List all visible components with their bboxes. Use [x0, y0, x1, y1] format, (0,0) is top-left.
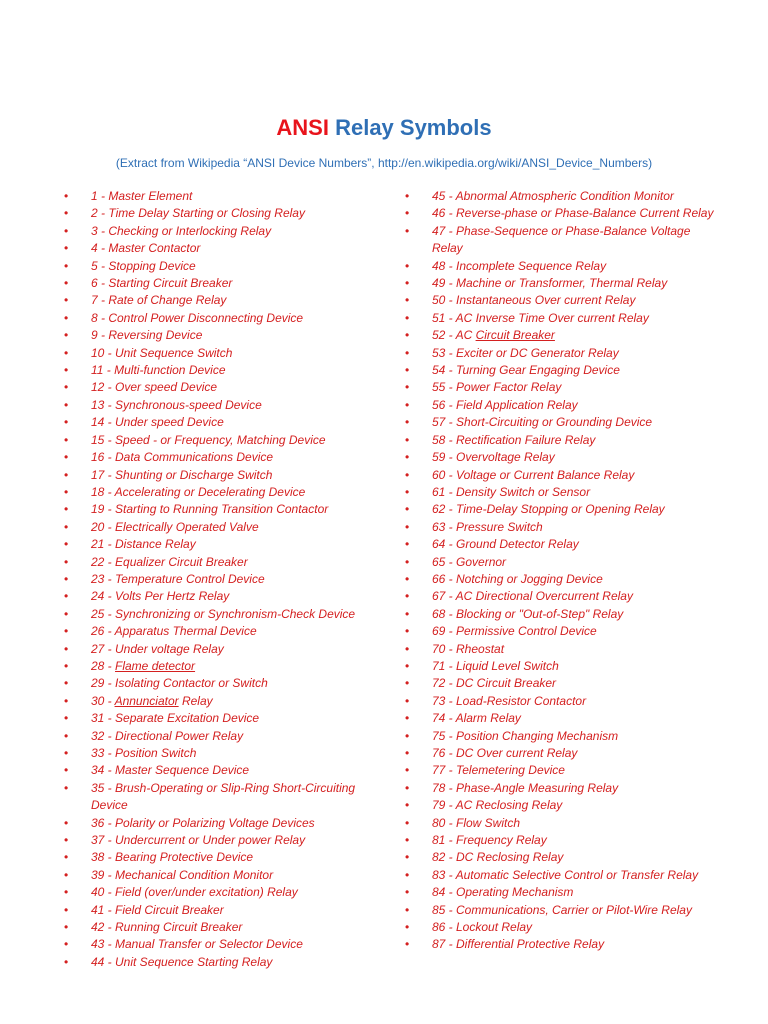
- list-item: [64, 832, 384, 849]
- list-item: [64, 223, 384, 240]
- list-item: [64, 919, 384, 936]
- list-item: [64, 762, 384, 779]
- list-item: [405, 484, 720, 501]
- list-item-text: 50 - Instantaneous Over current Relay: [432, 293, 636, 308]
- list-item: [405, 362, 720, 379]
- list-item-text: 34 - Master Sequence Device: [91, 763, 250, 778]
- list-item-text: 15 - Speed - or Frequency, Matching Device: [91, 432, 326, 447]
- list-item: [64, 519, 384, 536]
- list-item: [405, 832, 720, 849]
- list-item-text: 53 - Exciter or DC Generator Relay: [432, 345, 619, 360]
- list-item: [405, 519, 720, 536]
- list-item: [64, 205, 384, 222]
- list-item: [64, 693, 384, 710]
- list-item: [405, 223, 720, 258]
- list-item-text: 6 - Starting Circuit Breaker: [91, 276, 233, 291]
- list-item-text: 44 - Unit Sequence Starting Relay: [91, 954, 273, 969]
- list-item-text: 79 - AC Reclosing Relay: [432, 798, 563, 813]
- list-item-text: 60 - Voltage or Current Balance Relay: [432, 467, 635, 482]
- list-item: [64, 641, 384, 658]
- list-item-text: 4 - Master Contactor: [91, 241, 201, 256]
- list-item-text: 86 - Lockout Relay: [432, 920, 533, 935]
- list-item: [405, 675, 720, 692]
- list-item: [64, 780, 384, 815]
- list-item-text: 80 - Flow Switch: [432, 815, 521, 830]
- list-item-text: 38 - Bearing Protective Device: [91, 850, 254, 865]
- list-item: [405, 536, 720, 553]
- list-item-text: 51 - AC Inverse Time Over current Relay: [432, 310, 649, 325]
- list-item-text: 27 - Under voltage Relay: [91, 641, 224, 656]
- page-title: [0, 114, 768, 142]
- list-item: [405, 345, 720, 362]
- list-item-text: 49 - Machine or Transformer, Thermal Relay: [432, 276, 668, 291]
- list-item: [64, 258, 384, 275]
- list-item: [64, 728, 384, 745]
- list-item: [64, 310, 384, 327]
- list-item-text: 26 - Apparatus Thermal Device: [91, 624, 257, 639]
- list-item-text: 16 - Data Communications Device: [91, 450, 274, 465]
- list-item: [405, 623, 720, 640]
- list-item-text: 24 - Volts Per Hertz Relay: [91, 589, 230, 604]
- list-item-text: 8 - Control Power Disconnecting Device: [91, 310, 304, 325]
- list-item: [64, 884, 384, 901]
- list-item: [405, 188, 720, 205]
- list-item: [64, 327, 384, 344]
- list-item: [64, 571, 384, 588]
- list-item-text: 52 - AC: [432, 328, 476, 343]
- list-item: [405, 327, 720, 344]
- list-item-text: 82 - DC Reclosing Relay: [432, 850, 564, 865]
- list-item: [405, 867, 720, 884]
- list-item-text: 67 - AC Directional Overcurrent Relay: [432, 589, 633, 604]
- list-item-text: 61 - Density Switch or Sensor: [432, 484, 591, 499]
- list-item-text: 21 - Distance Relay: [91, 537, 196, 552]
- list-item-text: 42 - Running Circuit Breaker: [91, 920, 243, 935]
- list-item: [64, 449, 384, 466]
- list-item: [405, 432, 720, 449]
- list-item-text: 3 - Checking or Interlocking Relay: [91, 223, 272, 238]
- list-item-text: 39 - Mechanical Condition Monitor: [91, 867, 274, 882]
- list-item: [405, 467, 720, 484]
- list-item: [64, 414, 384, 431]
- list-item: [64, 362, 384, 379]
- list-item: [405, 745, 720, 762]
- list-item: [405, 762, 720, 779]
- list-item: [64, 379, 384, 396]
- list-item: [405, 936, 720, 953]
- list-item-text: 83 - Automatic Selective Control or Transfer Relay: [432, 867, 699, 882]
- list-item: [64, 902, 384, 919]
- list-item: [64, 606, 384, 623]
- list-item: [64, 275, 384, 292]
- list-item: [405, 728, 720, 745]
- list-item: [405, 849, 720, 866]
- list-item-text: 14 - Under speed Device: [91, 415, 224, 430]
- list-item-text: 64 - Ground Detector Relay: [432, 537, 579, 552]
- list-item-text: 55 - Power Factor Relay: [432, 380, 562, 395]
- list-item-text: 19 - Starting to Running Transition Contactor: [91, 502, 329, 517]
- list-item: [64, 936, 384, 953]
- list-item-text: 58 - Rectification Failure Relay: [432, 432, 596, 447]
- list-item-text: 11 - Multi-function Device: [91, 363, 226, 378]
- list-item: [405, 693, 720, 710]
- list-item: [405, 292, 720, 309]
- list-item-text: 1 - Master Element: [91, 189, 193, 203]
- list-item-text: 59 - Overvoltage Relay: [432, 450, 555, 465]
- list-item-text: 22 - Equalizer Circuit Breaker: [91, 554, 248, 569]
- list-item-text: 71 - Liquid Level Switch: [432, 658, 559, 673]
- list-item: [405, 554, 720, 571]
- list-item-text: 70 - Rheostat: [432, 641, 505, 656]
- list-item: [405, 797, 720, 814]
- list-item: [64, 710, 384, 727]
- list-item-text: 57 - Short-Circuiting or Grounding Device: [432, 415, 653, 430]
- list-item-text: 81 - Frequency Relay: [432, 833, 547, 848]
- list-item-text: 5 - Stopping Device: [91, 258, 196, 273]
- list-item: [64, 536, 384, 553]
- list-item: [405, 710, 720, 727]
- list-item: [64, 849, 384, 866]
- list-item: [64, 954, 384, 971]
- list-item: [64, 623, 384, 640]
- list-item-suffix: Relay: [178, 693, 213, 708]
- list-item-text: 2 - Time Delay Starting or Closing Relay: [91, 206, 305, 221]
- list-item-text: 41 - Field Circuit Breaker: [91, 902, 224, 917]
- wiki-link[interactable]: Flame detector: [115, 658, 196, 673]
- list-item: [405, 275, 720, 292]
- list-item-text: 18 - Accelerating or Decelerating Device: [91, 484, 306, 499]
- list-item-text: 37 - Undercurrent or Under power Relay: [91, 833, 306, 848]
- wiki-link[interactable]: Annunciator: [114, 693, 179, 708]
- list-item: [405, 205, 720, 222]
- list-item: [405, 658, 720, 675]
- list-item: [64, 484, 384, 501]
- list-item: [405, 397, 720, 414]
- list-item-text: 72 - DC Circuit Breaker: [432, 676, 557, 691]
- list-item-text: 32 - Directional Power Relay: [91, 728, 244, 743]
- list-item-text: 45 - Abnormal Atmospheric Condition Monitor: [432, 189, 674, 203]
- list-item: [64, 867, 384, 884]
- list-item-text: 36 - Polarity or Polarizing Voltage Devices: [91, 815, 315, 830]
- list-item-text: 56 - Field Application Relay: [432, 397, 578, 412]
- wiki-link[interactable]: Circuit Breaker: [475, 328, 555, 343]
- list-item: [405, 606, 720, 623]
- list-item-text: 87 - Differential Protective Relay: [432, 937, 605, 952]
- list-item: [405, 501, 720, 518]
- list-item: [64, 745, 384, 762]
- list-item-text: 75 - Position Changing Mechanism: [432, 728, 619, 743]
- list-item-text: 25 - Synchronizing or Synchronism-Check Device: [91, 606, 356, 621]
- list-item-text: 85 - Communications, Carrier or Pilot-Wire Relay: [432, 902, 692, 917]
- list-item: [64, 675, 384, 692]
- list-item-text: 65 - Governor: [432, 554, 507, 569]
- list-item-text: 30 -: [91, 693, 115, 708]
- list-item: [405, 379, 720, 396]
- list-item-text: 43 - Manual Transfer or Selector Device: [91, 937, 303, 952]
- list-item-text: 66 - Notching or Jogging Device: [432, 571, 603, 586]
- list-item-text: 35 - Brush-Operating or Slip-Ring Short-Circuiting Device: [91, 780, 356, 813]
- list-item: [64, 588, 384, 605]
- list-item-text: 54 - Turning Gear Engaging Device: [432, 363, 620, 378]
- list-item: [64, 432, 384, 449]
- page-subtitle: (Extract from Wikipedia “ANSI Device Numbers”, http://en.wikipedia.org/wiki/ANSI_Device_Numbers): [115, 156, 653, 170]
- list-item: [405, 919, 720, 936]
- list-item-text: 68 - Blocking or "Out-of-Step" Relay: [432, 606, 624, 621]
- list-item-text: 28 -: [91, 658, 116, 673]
- list-item-text: 77 - Telemetering Device: [432, 763, 565, 778]
- list-item-text: 62 - Time-Delay Stopping or Opening Relay: [432, 502, 665, 517]
- list-item-text: 12 - Over speed Device: [91, 380, 218, 395]
- list-item-text: 73 - Load-Resistor Contactor: [432, 693, 587, 708]
- list-item: [64, 188, 384, 205]
- list-item-text: 46 - Reverse-phase or Phase-Balance Current Relay: [432, 206, 714, 221]
- list-item: [64, 345, 384, 362]
- list-item-text: 47 - Phase-Sequence or Phase-Balance Voltage Relay: [432, 223, 691, 256]
- title-rest: Relay Symbols: [335, 115, 492, 140]
- list-item-text: 78 - Phase-Angle Measuring Relay: [432, 780, 619, 795]
- list-item: [64, 397, 384, 414]
- list-item-text: 84 - Operating Mechanism: [432, 885, 574, 900]
- list-item: [405, 780, 720, 797]
- list-item-text: 74 - Alarm Relay: [432, 711, 521, 726]
- list-item-text: 20 - Electrically Operated Valve: [91, 519, 259, 534]
- title-accent: ANSI: [276, 115, 329, 140]
- list-item-text: 40 - Field (over/under excitation) Relay: [91, 885, 298, 900]
- left-device-list: [64, 188, 384, 971]
- list-item: [64, 658, 384, 675]
- list-item-text: 69 - Permissive Control Device: [432, 624, 597, 639]
- list-item-text: 33 - Position Switch: [91, 746, 197, 760]
- list-item: [405, 588, 720, 605]
- list-item: [405, 310, 720, 327]
- list-item-text: 9 - Reversing Device: [91, 328, 203, 343]
- list-item: [64, 467, 384, 484]
- list-item: [405, 815, 720, 832]
- list-item: [405, 258, 720, 275]
- list-item: [405, 449, 720, 466]
- list-item: [405, 641, 720, 658]
- list-item: [405, 902, 720, 919]
- list-item: [64, 292, 384, 309]
- list-item: [405, 414, 720, 431]
- list-item-text: 17 - Shunting or Discharge Switch: [91, 467, 273, 482]
- list-item-text: 23 - Temperature Control Device: [91, 571, 265, 586]
- list-item-text: 13 - Synchronous-speed Device: [91, 397, 262, 412]
- list-item: [64, 815, 384, 832]
- list-item: [405, 884, 720, 901]
- list-item-text: 48 - Incomplete Sequence Relay: [432, 258, 607, 273]
- list-item-text: 76 - DC Over current Relay: [432, 746, 578, 760]
- list-item: [64, 240, 384, 257]
- list-item: [64, 554, 384, 571]
- list-item: [64, 501, 384, 518]
- list-item-text: 29 - Isolating Contactor or Switch: [91, 676, 268, 691]
- list-item-text: 10 - Unit Sequence Switch: [91, 345, 233, 360]
- list-item-text: 63 - Pressure Switch: [432, 519, 543, 534]
- list-item-text: 31 - Separate Excitation Device: [91, 711, 260, 726]
- list-item: [405, 571, 720, 588]
- list-item-text: 7 - Rate of Change Relay: [91, 293, 227, 308]
- right-device-list: [405, 188, 720, 954]
